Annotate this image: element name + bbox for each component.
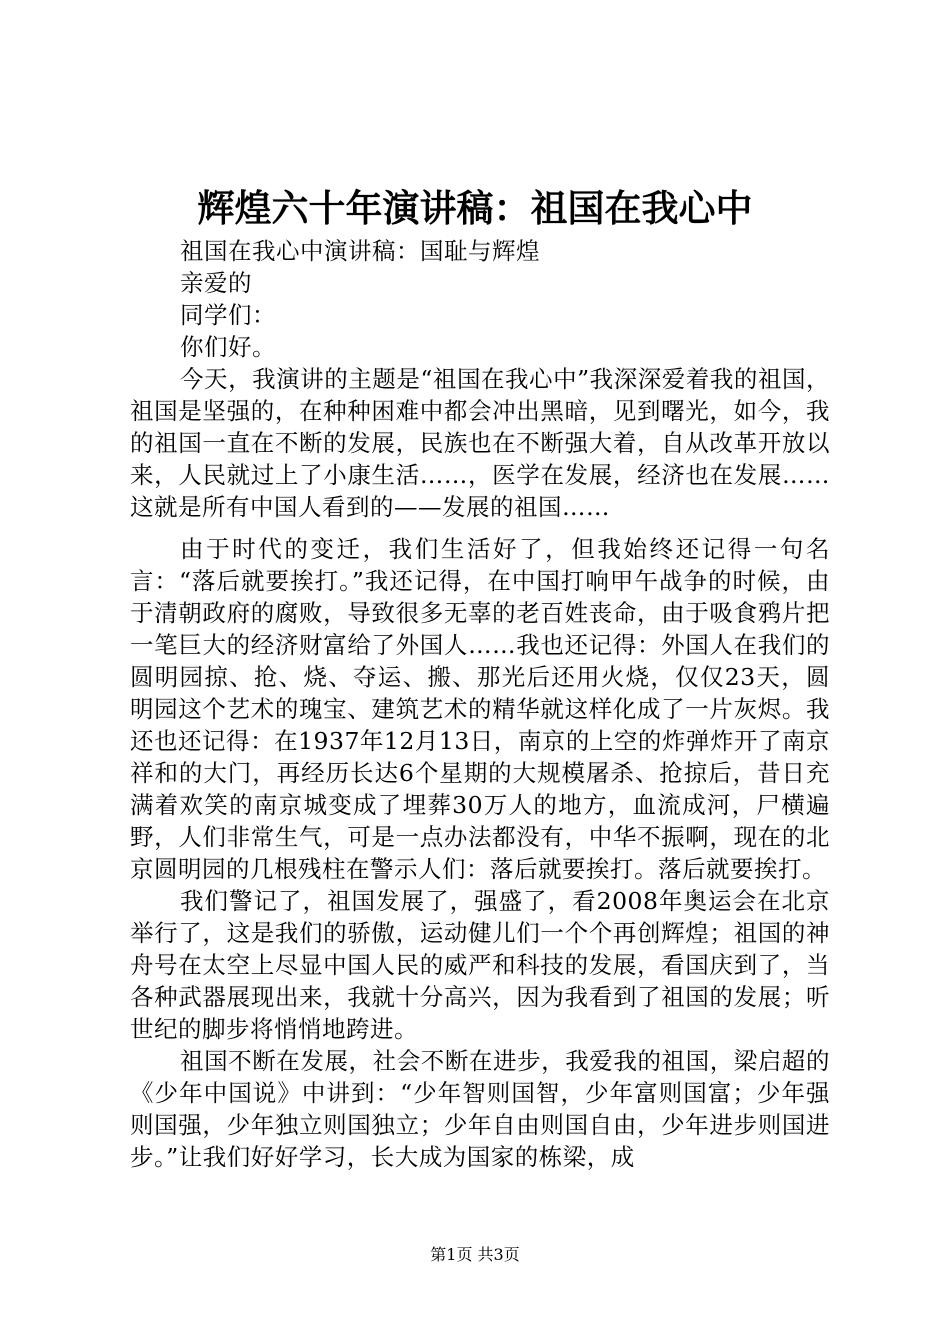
paragraph-subtitle: 祖国在我心中演讲稿：国耻与辉煌 bbox=[180, 237, 540, 265]
document-body bbox=[130, 235, 830, 1173]
paragraph-salutation-2: 同学们： bbox=[180, 301, 276, 329]
document-title: 辉煌六十年演讲稿：祖国在我心中 bbox=[197, 186, 753, 230]
paragraph-greeting: 你们好。 bbox=[180, 333, 276, 361]
paragraph-youth: 祖国不断在发展，社会不断在进步，我爱我的祖国，梁启超的《少年中国说》中讲到：“少年智则国智，少年富则国富；少年强则国强，少年独立则国独立；少年自由则国自由，少年进步则国进步。”让我们好好学习，长大成为国家的栋梁，成 bbox=[130, 1047, 830, 1171]
paragraph-development: 我们警记了，祖国发展了，强盛了，看2008年奥运会在北京举行了，这是我们的骄傲，运动健儿们一个个再创辉煌；祖国的神舟号在太空上尽显中国人民的威严和科技的发展，看国庆到了，当各种武器展现出来，我就十分高兴，因为我看到了祖国的发展；听世纪的脚步将悄悄地跨进。 bbox=[130, 887, 830, 1043]
paragraph-salutation-1: 亲爱的 bbox=[180, 269, 252, 297]
page-number-indicator: 第1页 共3页 bbox=[430, 1245, 520, 1264]
paragraph-intro: 今天，我演讲的主题是“祖国在我心中”我深深爱着我的祖国，祖国是坚强的，在种种困难中都会冲出黑暗，见到曙光，如今，我的祖国一直在不断的发展，民族也在不断强大着，自从改革开放以来，人民就过上了小康生活……，医学在发展，经济也在发展……这就是所有中国人看到的——发展的祖国…… bbox=[130, 365, 830, 521]
paragraph-history: 由于时代的变迁，我们生活好了，但我始终还记得一句名言：“落后就要挨打。”我还记得，在中国打响甲午战争的时候，由于清朝政府的腐败，导致很多无辜的老百姓丧命，由于吸食鸦片把一笔巨大的经济财富给了外国人……我也还记得：外国人在我们的圆明园掠、抢、烧、夺运、搬、那光后还用火烧，仅仅23天，圆明园这个艺术的瑰宝、建筑艺术的精华就这样化成了一片灰烬。我还也还记得：在1937年12月13日，南京的上空的炸弹炸开了南京祥和的大门，再经历长达6个星期的大规模屠杀、抢掠后，昔日充满着欢笑的南京城变成了埋葬30万人的地方，血流成河，尸横遍野，人们非常生气，可是一点办法都没有，中华不振啊，现在的北京圆明园的几根残柱在警示人们：落后就要挨打。落后就要挨打。 bbox=[130, 535, 830, 883]
